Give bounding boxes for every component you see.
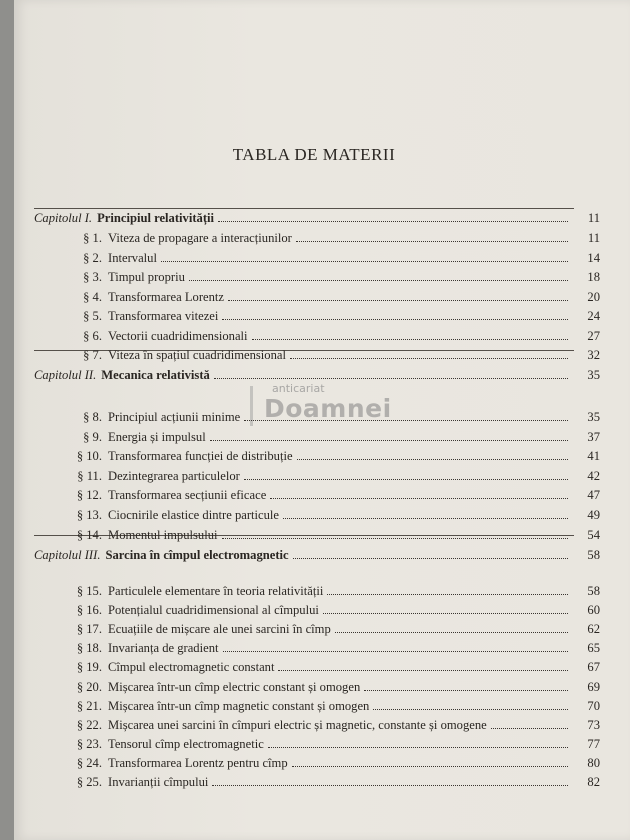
section-row[interactable] <box>56 307 600 323</box>
section-row[interactable] <box>56 229 600 245</box>
section-page-number: 27 <box>587 328 600 343</box>
section-row[interactable] <box>56 639 600 655</box>
section-number: § 18. <box>76 641 102 656</box>
section-title: Viteza de propagare a interacțiunilor <box>108 231 292 245</box>
section-row[interactable] <box>56 486 600 502</box>
section-page-number: 67 <box>587 660 600 675</box>
section-page-number: 82 <box>587 775 600 789</box>
section-row[interactable] <box>56 658 600 674</box>
dot-leader <box>283 518 568 519</box>
section-page-number: 54 <box>587 527 600 542</box>
section-title: Mișcarea într-un cîmp electric constant și omogen <box>108 679 361 694</box>
section-number: § 9. <box>83 429 102 444</box>
section-number: § 10. <box>76 449 102 464</box>
section-row[interactable] <box>56 582 600 598</box>
section-row[interactable] <box>56 408 600 424</box>
chapter-row[interactable] <box>34 366 600 382</box>
section-row[interactable] <box>56 773 600 789</box>
chapter-page-number: 58 <box>587 548 600 562</box>
section-page-number: 58 <box>587 584 600 598</box>
section-title: Dezintegrarea particulelor <box>108 468 240 483</box>
book-page <box>14 0 630 840</box>
chapter-page-number: 11 <box>587 211 600 225</box>
section-page-number: 47 <box>587 488 600 503</box>
section-title: Momentul impulsului <box>108 527 218 542</box>
section-title: Transformarea vitezei <box>108 309 219 323</box>
page-title: TABLA DE MATERII <box>232 145 396 164</box>
section-number: § 4. <box>83 289 102 304</box>
section-page-number: 20 <box>587 289 600 304</box>
section-row[interactable] <box>56 346 600 362</box>
section-page-number: 80 <box>587 755 600 770</box>
chapter-title: Sarcina în cîmpul electromagnetic <box>105 548 289 562</box>
chapter-title: Principiul relativității <box>97 211 215 225</box>
section-title: Energia și impulsul <box>108 429 206 444</box>
section-page-number: 11 <box>587 231 600 245</box>
section-title: Timpul propriu <box>108 270 185 284</box>
section-number: § 17. <box>76 622 102 637</box>
dot-leader <box>252 339 568 340</box>
dot-leader <box>335 632 568 633</box>
section-number: § 13. <box>76 508 102 522</box>
section-page-number: 14 <box>587 250 600 265</box>
chapter-page-number: 35 <box>587 368 600 382</box>
dot-leader <box>293 558 568 559</box>
section-number: § 24. <box>76 755 102 770</box>
dot-leader <box>373 709 568 710</box>
dot-leader <box>270 498 568 499</box>
section-row[interactable] <box>56 288 600 304</box>
section-row[interactable] <box>56 716 600 732</box>
section-number: § 20. <box>76 679 102 694</box>
section-number: § 15. <box>76 584 102 598</box>
section-title: Ecuațiile de mișcare ale unei sarcini în cîmp <box>108 622 331 637</box>
section-title: Tensorul cîmp electromagnetic <box>108 736 264 751</box>
section-row[interactable] <box>56 249 600 265</box>
chapter-row[interactable] <box>34 546 600 562</box>
dot-leader <box>297 459 568 460</box>
section-title: Vectorii cuadridimensionali <box>108 328 248 343</box>
section-title: Transformarea funcției de distribuție <box>108 449 293 464</box>
dot-leader <box>491 728 568 729</box>
dot-leader <box>327 594 568 595</box>
chapter-label: Capitolul I. <box>34 211 93 225</box>
dot-leader <box>278 670 568 671</box>
section-row[interactable] <box>56 754 600 770</box>
dot-leader <box>268 747 568 748</box>
chapter-row[interactable] <box>34 209 600 225</box>
section-page-number: 41 <box>587 449 600 464</box>
section-page-number: 35 <box>587 410 600 424</box>
dot-leader <box>161 261 568 262</box>
section-row[interactable] <box>56 678 600 694</box>
dot-leader <box>218 221 568 222</box>
dot-leader <box>222 319 568 320</box>
section-page-number: 73 <box>587 717 600 732</box>
section-number: § 23. <box>76 736 102 751</box>
section-title: Particulele elementare în teoria relativității <box>108 584 324 598</box>
section-page-number: 70 <box>587 698 600 713</box>
section-number: § 6. <box>83 328 102 343</box>
section-number: § 2. <box>83 250 102 265</box>
dot-leader <box>222 538 568 539</box>
section-page-number: 60 <box>587 603 600 618</box>
section-row[interactable] <box>56 620 600 636</box>
dot-leader <box>290 358 568 359</box>
section-title: Mișcarea într-un cîmp magnetic constant și omogen <box>108 698 370 713</box>
section-row[interactable] <box>56 268 600 284</box>
watermark-big-text: Doamnei <box>264 394 392 423</box>
section-number: § 11. <box>77 468 102 483</box>
section-page-number: 32 <box>587 348 600 362</box>
section-number: § 19. <box>76 660 102 675</box>
dot-leader <box>296 241 568 242</box>
section-page-number: 65 <box>587 641 600 656</box>
section-title: Transformarea Lorentz pentru cîmp <box>108 755 288 770</box>
dot-leader <box>214 378 568 379</box>
section-number: § 1. <box>83 231 102 245</box>
section-title: Ciocnirile elastice dintre particule <box>108 508 279 522</box>
section-title: Principiul acțiunii minime <box>108 410 241 424</box>
dot-leader <box>223 651 569 652</box>
section-page-number: 18 <box>587 270 600 284</box>
chapter-label: Capitolul III. <box>34 548 101 562</box>
section-row[interactable] <box>56 601 600 617</box>
dot-leader <box>323 613 568 614</box>
dot-leader <box>210 440 568 441</box>
dot-leader <box>292 766 568 767</box>
chapter-title: Mecanica relativistă <box>101 368 210 382</box>
section-title: Transformarea Lorentz <box>108 289 224 304</box>
section-page-number: 77 <box>587 736 600 751</box>
dot-leader <box>189 280 568 281</box>
section-row[interactable] <box>56 467 600 483</box>
dot-leader <box>212 785 568 786</box>
chapter-label: Capitolul II. <box>34 368 97 382</box>
section-page-number: 24 <box>587 309 600 323</box>
section-row[interactable] <box>56 447 600 463</box>
section-number: § 7. <box>83 348 102 362</box>
section-page-number: 37 <box>587 429 600 444</box>
section-row[interactable] <box>56 428 600 444</box>
section-title: Cîmpul electromagnetic constant <box>108 660 275 675</box>
section-title: Invarianții cîmpului <box>108 775 209 789</box>
section-page-number: 49 <box>587 508 600 522</box>
section-page-number: 62 <box>587 622 600 637</box>
dot-leader <box>244 420 568 421</box>
section-page-number: 42 <box>587 468 600 483</box>
section-number: § 22. <box>76 717 102 732</box>
dot-leader <box>244 479 568 480</box>
dot-leader <box>228 300 568 301</box>
section-row[interactable] <box>56 526 600 542</box>
section-row[interactable] <box>56 327 600 343</box>
section-number: § 12. <box>76 488 102 503</box>
section-title: Potențialul cuadridimensional al cîmpului <box>108 603 319 618</box>
section-title: Invarianța de gradient <box>108 641 219 656</box>
section-title: Transformarea secțiunii eficace <box>108 488 267 503</box>
section-number: § 3. <box>83 270 102 284</box>
section-title: Viteza în spațiul cuadridimensional <box>108 348 286 362</box>
section-number: § 21. <box>76 698 102 713</box>
section-number: § 5. <box>83 309 102 323</box>
section-row[interactable] <box>56 735 600 751</box>
watermark-small-text: anticariat <box>272 382 325 395</box>
section-title: Mișcarea unei sarcini în cîmpuri electric și magnetic, constante și omogene <box>108 717 487 732</box>
section-number: § 8. <box>83 410 102 424</box>
section-title: Intervalul <box>108 250 157 265</box>
section-number: § 16. <box>76 603 102 618</box>
section-number: § 25. <box>76 775 102 789</box>
dot-leader <box>364 690 568 691</box>
section-row[interactable] <box>56 506 600 522</box>
section-page-number: 69 <box>587 679 600 694</box>
section-number: § 14. <box>76 527 102 542</box>
section-row[interactable] <box>56 697 600 713</box>
